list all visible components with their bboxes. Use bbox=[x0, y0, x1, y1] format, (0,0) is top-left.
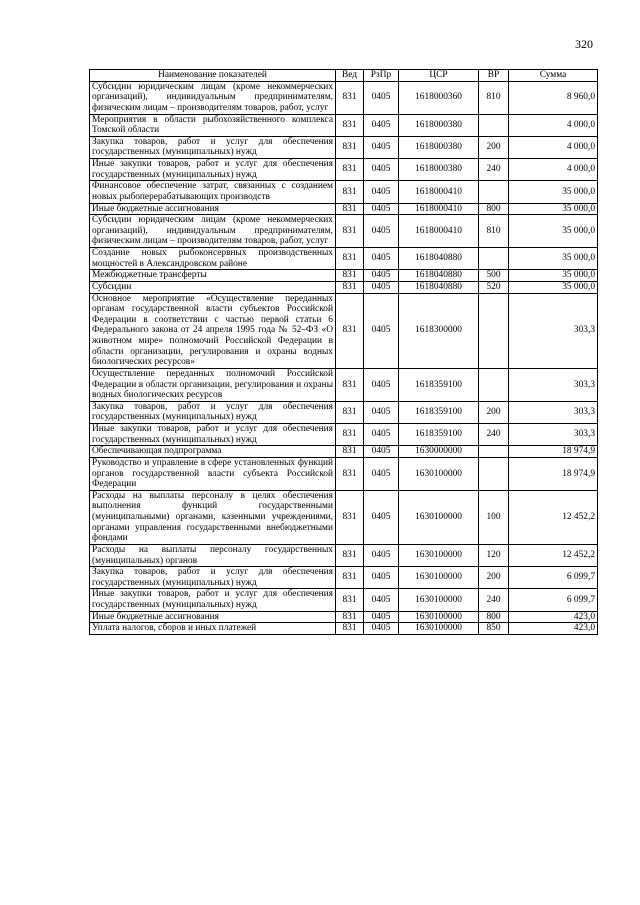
cell-rzpr: 0405 bbox=[364, 215, 399, 248]
cell-rzpr: 0405 bbox=[364, 181, 399, 203]
cell-vr: 850 bbox=[479, 623, 509, 635]
table-row bbox=[90, 490, 598, 544]
cell-rzpr: 0405 bbox=[364, 368, 399, 401]
cell-name: Уплата налогов, сборов и иных платежей bbox=[90, 623, 336, 635]
cell-sum: 35 000,0 bbox=[509, 248, 598, 270]
table-row bbox=[90, 114, 598, 136]
cell-name: Иные закупки товаров, работ и услуг для обеспечения государственных (муниципальных) нужд bbox=[90, 589, 336, 611]
cell-csr: 1630000000 bbox=[399, 446, 479, 458]
cell-ved: 831 bbox=[336, 567, 364, 589]
cell-ved: 831 bbox=[336, 181, 364, 203]
cell-csr: 1618000410 bbox=[399, 215, 479, 248]
cell-name: Иные бюджетные ассигнования bbox=[90, 611, 336, 623]
cell-vr bbox=[479, 248, 509, 270]
cell-csr: 1630100000 bbox=[399, 589, 479, 611]
cell-sum: 303,3 bbox=[509, 424, 598, 446]
cell-ved: 831 bbox=[336, 446, 364, 458]
cell-ved: 831 bbox=[336, 368, 364, 401]
cell-rzpr: 0405 bbox=[364, 567, 399, 589]
table-header-row bbox=[90, 70, 598, 82]
cell-rzpr: 0405 bbox=[364, 293, 399, 368]
cell-name: Иные бюджетные ассигнования bbox=[90, 203, 336, 215]
cell-name: Закупка товаров, работ и услуг для обеспечения государственных (муниципальных) нужд bbox=[90, 136, 336, 158]
cell-ved: 831 bbox=[336, 248, 364, 270]
cell-csr: 1630100000 bbox=[399, 567, 479, 589]
cell-csr: 1618000380 bbox=[399, 159, 479, 181]
cell-sum: 35 000,0 bbox=[509, 281, 598, 293]
cell-vr: 240 bbox=[479, 159, 509, 181]
cell-name: Межбюджетные трансферты bbox=[90, 270, 336, 282]
table-row bbox=[90, 368, 598, 401]
table-row bbox=[90, 270, 598, 282]
cell-csr: 1618000410 bbox=[399, 181, 479, 203]
cell-sum: 35 000,0 bbox=[509, 270, 598, 282]
header-sum: Сумма bbox=[509, 70, 598, 82]
cell-sum: 423,0 bbox=[509, 623, 598, 635]
table-row bbox=[90, 623, 598, 635]
cell-rzpr: 0405 bbox=[364, 623, 399, 635]
cell-vr: 200 bbox=[479, 136, 509, 158]
cell-rzpr: 0405 bbox=[364, 457, 399, 490]
cell-vr bbox=[479, 457, 509, 490]
cell-sum: 18 974,9 bbox=[509, 457, 598, 490]
cell-vr: 520 bbox=[479, 281, 509, 293]
cell-sum: 6 099,7 bbox=[509, 589, 598, 611]
cell-ved: 831 bbox=[336, 159, 364, 181]
cell-name: Осуществление переданных полномочий Российской Федерации в области организации, регулирования и охраны водных биологических ресурсов bbox=[90, 368, 336, 401]
cell-sum: 35 000,0 bbox=[509, 181, 598, 203]
cell-ved: 831 bbox=[336, 611, 364, 623]
cell-csr: 1630100000 bbox=[399, 623, 479, 635]
cell-vr: 500 bbox=[479, 270, 509, 282]
cell-vr: 240 bbox=[479, 589, 509, 611]
table-row bbox=[90, 215, 598, 248]
cell-ved: 831 bbox=[336, 114, 364, 136]
cell-csr: 1618300000 bbox=[399, 293, 479, 368]
cell-name: Закупка товаров, работ и услуг для обеспечения государственных (муниципальных) нужд bbox=[90, 401, 336, 423]
cell-sum: 35 000,0 bbox=[509, 215, 598, 248]
table-row bbox=[90, 401, 598, 423]
cell-csr: 1618040880 bbox=[399, 270, 479, 282]
cell-ved: 831 bbox=[336, 589, 364, 611]
header-rzpr: РзПр bbox=[364, 70, 399, 82]
cell-vr bbox=[479, 368, 509, 401]
cell-rzpr: 0405 bbox=[364, 81, 399, 114]
cell-sum: 4 000,0 bbox=[509, 136, 598, 158]
cell-sum: 6 099,7 bbox=[509, 567, 598, 589]
table-row bbox=[90, 181, 598, 203]
cell-rzpr: 0405 bbox=[364, 401, 399, 423]
table-row bbox=[90, 203, 598, 215]
cell-ved: 831 bbox=[336, 424, 364, 446]
cell-ved: 831 bbox=[336, 81, 364, 114]
table-row bbox=[90, 281, 598, 293]
cell-csr: 1618000360 bbox=[399, 81, 479, 114]
cell-csr: 1618000380 bbox=[399, 114, 479, 136]
cell-csr: 1630100000 bbox=[399, 490, 479, 544]
cell-name: Иные закупки товаров, работ и услуг для обеспечения государственных (муниципальных) нужд bbox=[90, 424, 336, 446]
cell-ved: 831 bbox=[336, 457, 364, 490]
cell-csr: 1618000410 bbox=[399, 203, 479, 215]
cell-rzpr: 0405 bbox=[364, 424, 399, 446]
table-row bbox=[90, 159, 598, 181]
table-row bbox=[90, 248, 598, 270]
table-row bbox=[90, 589, 598, 611]
cell-sum: 303,3 bbox=[509, 293, 598, 368]
cell-csr: 1630100000 bbox=[399, 611, 479, 623]
cell-ved: 831 bbox=[336, 281, 364, 293]
cell-ved: 831 bbox=[336, 401, 364, 423]
cell-name: Расходы на выплаты персоналу государственных (муниципальных) органов bbox=[90, 544, 336, 566]
cell-rzpr: 0405 bbox=[364, 136, 399, 158]
cell-rzpr: 0405 bbox=[364, 446, 399, 458]
cell-name: Субсидии bbox=[90, 281, 336, 293]
table-row bbox=[90, 293, 598, 368]
cell-vr: 200 bbox=[479, 401, 509, 423]
cell-name: Иные закупки товаров, работ и услуг для обеспечения государственных (муниципальных) нужд bbox=[90, 159, 336, 181]
cell-name: Мероприятия в области рыбохозяйственного комплекса Томской области bbox=[90, 114, 336, 136]
cell-csr: 1618359100 bbox=[399, 424, 479, 446]
cell-sum: 12 452,2 bbox=[509, 490, 598, 544]
cell-vr bbox=[479, 446, 509, 458]
cell-vr: 100 bbox=[479, 490, 509, 544]
table-row bbox=[90, 136, 598, 158]
header-name: Наименование показателей bbox=[90, 70, 336, 82]
cell-vr: 120 bbox=[479, 544, 509, 566]
cell-rzpr: 0405 bbox=[364, 490, 399, 544]
cell-csr: 1618000380 bbox=[399, 136, 479, 158]
cell-sum: 8 960,0 bbox=[509, 81, 598, 114]
cell-vr: 810 bbox=[479, 215, 509, 248]
table-row bbox=[90, 544, 598, 566]
cell-ved: 831 bbox=[336, 270, 364, 282]
cell-ved: 831 bbox=[336, 544, 364, 566]
budget-table bbox=[89, 69, 598, 635]
cell-ved: 831 bbox=[336, 215, 364, 248]
cell-rzpr: 0405 bbox=[364, 270, 399, 282]
cell-name: Расходы на выплаты персоналу в целях обеспечения выполнения функций государственными (муниципальными) органами, казенными учреждениями, органами управления государственными внебюджетными фондами bbox=[90, 490, 336, 544]
cell-ved: 831 bbox=[336, 203, 364, 215]
cell-csr: 1630100000 bbox=[399, 544, 479, 566]
cell-csr: 1618040880 bbox=[399, 248, 479, 270]
cell-ved: 831 bbox=[336, 136, 364, 158]
cell-vr: 200 bbox=[479, 567, 509, 589]
cell-csr: 1630100000 bbox=[399, 457, 479, 490]
cell-vr bbox=[479, 114, 509, 136]
cell-sum: 4 000,0 bbox=[509, 159, 598, 181]
cell-name: Субсидии юридическим лицам (кроме некоммерческих организаций), индивидуальным предпринимателям, физическим лицам – производителям товаров, работ, услуг bbox=[90, 81, 336, 114]
cell-csr: 1618359100 bbox=[399, 401, 479, 423]
table-row bbox=[90, 446, 598, 458]
cell-rzpr: 0405 bbox=[364, 114, 399, 136]
cell-rzpr: 0405 bbox=[364, 248, 399, 270]
cell-vr: 800 bbox=[479, 203, 509, 215]
cell-sum: 303,3 bbox=[509, 368, 598, 401]
cell-rzpr: 0405 bbox=[364, 589, 399, 611]
cell-name: Финансовое обеспечение затрат, связанных с созданием новых рыбоперерабатывающих производств bbox=[90, 181, 336, 203]
table-row bbox=[90, 567, 598, 589]
cell-name: Руководство и управление в сфере установленных функций органов государственной власти субъекта Российской Федерации bbox=[90, 457, 336, 490]
header-vr: ВР bbox=[479, 70, 509, 82]
cell-sum: 4 000,0 bbox=[509, 114, 598, 136]
cell-rzpr: 0405 bbox=[364, 544, 399, 566]
table-row bbox=[90, 81, 598, 114]
cell-vr: 800 bbox=[479, 611, 509, 623]
cell-vr bbox=[479, 293, 509, 368]
cell-csr: 1618040880 bbox=[399, 281, 479, 293]
cell-sum: 303,3 bbox=[509, 401, 598, 423]
cell-rzpr: 0405 bbox=[364, 611, 399, 623]
cell-name: Обеспечивающая подпрограмма bbox=[90, 446, 336, 458]
cell-name: Закупка товаров, работ и услуг для обеспечения государственных (муниципальных) нужд bbox=[90, 567, 336, 589]
cell-name: Субсидии юридическим лицам (кроме некоммерческих организаций), индивидуальным предпринимателям, физическим лицам – производителям товаров, работ, услуг bbox=[90, 215, 336, 248]
table-row bbox=[90, 424, 598, 446]
cell-name: Создание новых рыбоконсервных производственных мощностей в Александровском районе bbox=[90, 248, 336, 270]
cell-sum: 18 974,9 bbox=[509, 446, 598, 458]
header-csr: ЦСР bbox=[399, 70, 479, 82]
cell-ved: 831 bbox=[336, 293, 364, 368]
cell-rzpr: 0405 bbox=[364, 203, 399, 215]
table-row bbox=[90, 457, 598, 490]
cell-vr: 240 bbox=[479, 424, 509, 446]
cell-csr: 1618359100 bbox=[399, 368, 479, 401]
cell-rzpr: 0405 bbox=[364, 159, 399, 181]
cell-vr bbox=[479, 181, 509, 203]
table-row bbox=[90, 611, 598, 623]
cell-vr: 810 bbox=[479, 81, 509, 114]
header-ved: Вед bbox=[336, 70, 364, 82]
cell-ved: 831 bbox=[336, 623, 364, 635]
cell-name: Основное мероприятие «Осуществление переданных органам государственной власти субъектов Российской Федерации в соответствии с частью первой статьи 6 Федерального закона от 24 апреля 1995 года № 52–ФЗ «О животном мире» полномочий Российской Федерации в области организации, регулирования и охраны водных биологических ресурсов» bbox=[90, 293, 336, 368]
cell-sum: 35 000,0 bbox=[509, 203, 598, 215]
page-number: 320 bbox=[575, 37, 593, 51]
cell-rzpr: 0405 bbox=[364, 281, 399, 293]
cell-sum: 423,0 bbox=[509, 611, 598, 623]
cell-sum: 12 452,2 bbox=[509, 544, 598, 566]
cell-ved: 831 bbox=[336, 490, 364, 544]
